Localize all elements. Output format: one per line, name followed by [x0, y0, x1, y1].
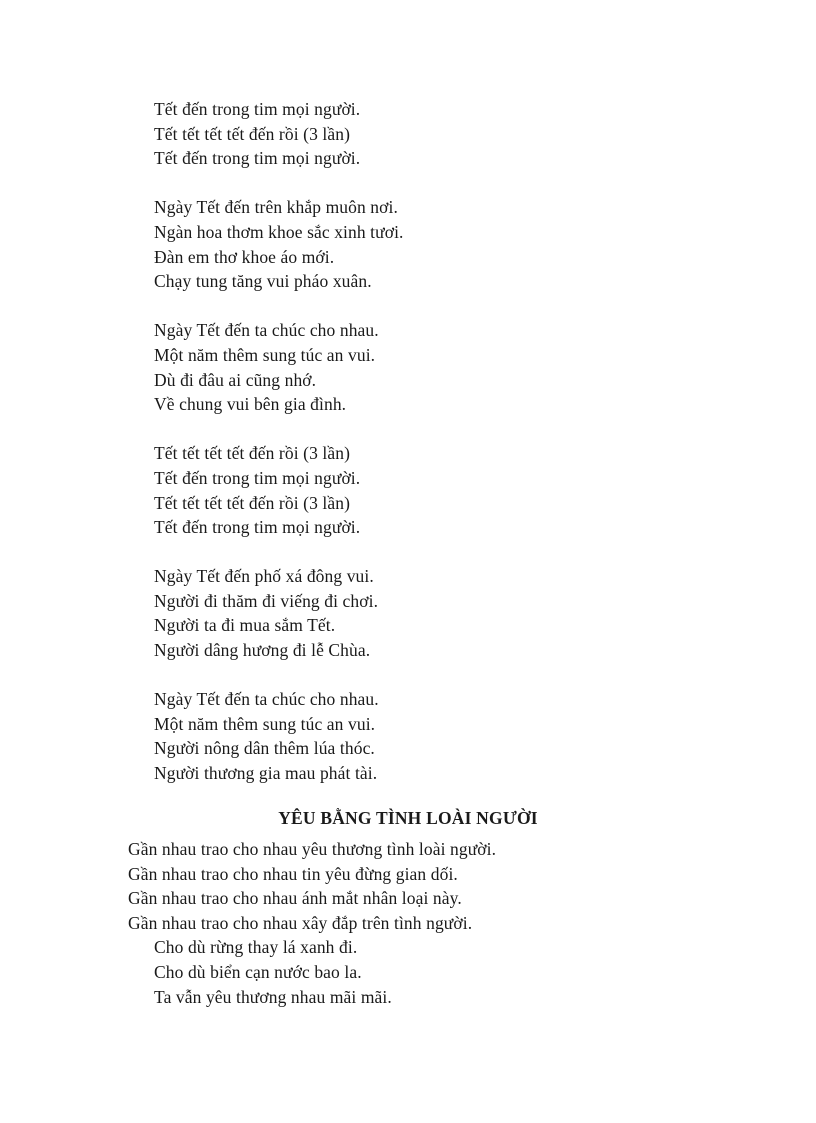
lyric-line: Về chung vui bên gia đình. — [154, 394, 347, 415]
lyric-line: Ngày Tết đến phố xá đông vui. — [154, 566, 374, 587]
stanza-5 — [154, 564, 404, 662]
lyric-line: Gần nhau trao cho nhau yêu thương tình loài người. — [128, 839, 497, 859]
lyric-line: Tết tết tết tết đến rồi (3 lần) — [154, 492, 351, 513]
lyric-line: Một năm thêm sung túc an vui. — [154, 713, 376, 734]
lyric-line: Cho dù biển cạn nước bao la. — [154, 961, 362, 982]
lyric-line: Tết tết tết tết đến rồi (3 lần) — [154, 443, 351, 464]
lyric-line: Gần nhau trao cho nhau xây đắp trên tình người. — [128, 912, 473, 933]
lyric-line: Một năm thêm sung túc an vui. — [154, 344, 376, 365]
lyric-line: Tết đến trong tim mọi người. — [154, 148, 361, 169]
lyric-line: Gần nhau trao cho nhau tin yêu đừng gian dối. — [128, 863, 458, 884]
song-1-lyrics — [154, 97, 404, 810]
lyric-line: Tết đến trong tim mọi người. — [154, 467, 361, 488]
stanza-1 — [154, 97, 404, 171]
lyric-line: Ngày Tết đến ta chúc cho nhau. — [154, 689, 379, 710]
lyric-line: Người đi thăm đi viếng đi chơi. — [154, 590, 379, 611]
lyric-line: Người nông dân thêm lúa thóc. — [154, 738, 375, 759]
lyric-line: Tết đến trong tim mọi người. — [154, 99, 361, 119]
lyric-line: Dù đi đâu ai cũng nhớ. — [154, 369, 317, 390]
lyric-line: Chạy tung tăng vui pháo xuân. — [154, 271, 372, 292]
lyric-line: Người dâng hương đi lễ Chùa. — [154, 640, 371, 661]
stanza-3 — [154, 318, 404, 416]
lyric-line: Tết đến trong tim mọi người. — [154, 517, 361, 538]
lyric-line: Ngày Tết đến ta chúc cho nhau. — [154, 320, 379, 341]
stanza-6 — [154, 687, 404, 785]
lyric-line: Người ta đi mua sắm Tết. — [154, 615, 336, 636]
lyric-line: Tết tết tết tết đến rồi (3 lần) — [154, 123, 351, 144]
lyric-line: Ngày Tết đến trên khắp muôn nơi. — [154, 197, 398, 218]
lyric-line: Ngàn hoa thơm khoe sắc xinh tươi. — [154, 221, 404, 242]
lyric-line: Đàn em thơ khoe áo mới. — [154, 246, 335, 267]
lyric-line: Cho dù rừng thay lá xanh đi. — [154, 937, 358, 958]
song-2-title: YÊU BẰNG TÌNH LOÀI NGƯỜI — [278, 808, 538, 828]
lyric-line: Người thương gia mau phát tài. — [154, 763, 378, 784]
song-2-lyrics — [128, 837, 496, 1009]
stanza-4 — [154, 441, 404, 539]
lyric-line: Ta vẫn yêu thương nhau mãi mãi. — [154, 986, 392, 1007]
lyric-line: Gần nhau trao cho nhau ánh mắt nhân loại này. — [128, 888, 462, 909]
stanza-2 — [154, 195, 404, 293]
